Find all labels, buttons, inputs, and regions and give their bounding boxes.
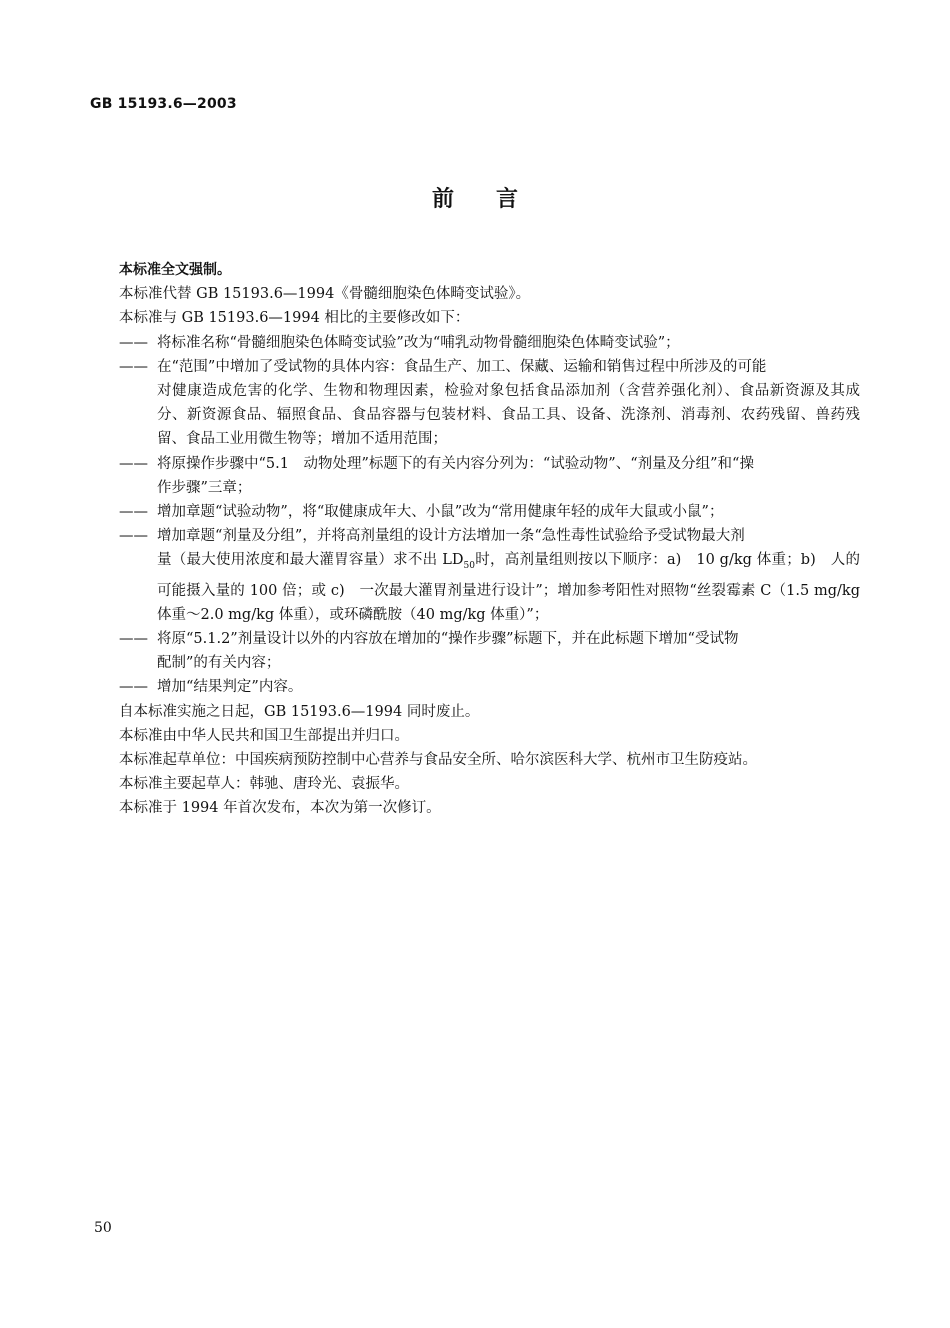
paragraph-replaces: 本标准代替 GB 15193.6—1994《骨髓细胞染色体畸变试验》。 [119, 286, 531, 303]
change-item-1 [90, 331, 860, 355]
paragraph-abolished: 自本标准实施之日起，GB 15193.6—1994 同时废止。 [119, 703, 480, 720]
change-text: 将原操作步骤中“5.1 动物处理”标题下的有关内容分列为：“试验动物”、“剂量及分组”和“操 [157, 455, 754, 472]
header-rule [90, 118, 860, 119]
change-text-continued: 对健康造成危害的化学、生物和物理因素，检验对象包括食品添加剂（含营养强化剂）、食品新资源及其成分、新资源食品、辐照食品、食品容器与包装材料、食品工具、设备、洗涤剂、消毒剂、农药残留、兽药残留、食品工业用微生物等；增加不适用范围； [157, 383, 860, 448]
change-text-part: 量（最大使用浓度和最大灌胃容量）求不出 LD [157, 552, 464, 569]
change-text-continued: 作步骤”三章； [157, 479, 252, 496]
change-text-continued [119, 548, 860, 627]
page-number: 50 [94, 1220, 112, 1236]
change-item-4 [90, 500, 860, 524]
standard-number: GB 15193.6—2003 [90, 96, 237, 112]
dash-marker: —— [119, 334, 148, 351]
change-text: 将原“5.1.2”剂量设计以外的内容放在增加的“操作步骤”标题下，并在此标题下增加“受试物 [157, 630, 739, 647]
change-item-2 [90, 355, 860, 452]
change-item-5 [90, 524, 860, 627]
change-text: 将标准名称“骨髓细胞染色体畸变试验”改为“哺乳动物骨髓细胞染色体畸变试验”； [157, 334, 680, 351]
change-text: 增加章题“剂量及分组”，并将高剂量组的设计方法增加一条“急性毒性试验给予受试物最大剂 [157, 528, 745, 545]
foreword-body [90, 258, 860, 821]
dash-marker: —— [119, 679, 148, 696]
paragraph-history: 本标准于 1994 年首次发布，本次为第一次修订。 [119, 800, 441, 817]
change-text: 在“范围”中增加了受试物的具体内容：食品生产、加工、保藏、运输和销售过程中所涉及的可能 [157, 358, 767, 375]
paragraph-changes-intro: 本标准与 GB 15193.6—1994 相比的主要修改如下： [119, 310, 470, 327]
page-title: 前言 [431, 187, 560, 212]
change-text: 增加“结果判定”内容。 [157, 679, 303, 696]
paragraph-drafters: 本标准主要起草人：韩驰、唐玲光、袁振华。 [119, 776, 409, 793]
change-item-7 [90, 675, 860, 699]
change-text: 增加章题“试验动物”，将“取健康成年大、小鼠”改为“常用健康年轻的成年大鼠或小鼠”； [157, 504, 724, 521]
dash-marker: —— [119, 504, 148, 521]
dash-marker: —— [119, 455, 148, 472]
change-text-part: 时，高剂量组则按以下顺序：a) 10 g/kg 体重；b) 人的可能摄入量的 100 倍；或 c) 一次最大灌胃剂量进行设计”；增加参考阳性对照物“丝裂霉素 C（1.5 mg/kg 体重～2.0 mg/kg 体重），或环磷酰胺（40 mg/kg 体重）”； [157, 552, 860, 623]
dash-marker: —— [119, 630, 148, 647]
paragraph-mandatory: 本标准全文强制。 [119, 262, 231, 278]
paragraph-proposed-by: 本标准由中华人民共和国卫生部提出并归口。 [119, 727, 409, 744]
change-text-continued: 配制”的有关内容； [157, 655, 281, 672]
change-item-3 [90, 452, 860, 500]
change-item-6 [90, 627, 860, 675]
dash-marker: —— [119, 528, 148, 545]
dash-marker: —— [119, 358, 148, 375]
paragraph-drafting-units: 本标准起草单位：中国疾病预防控制中心营养与食品安全所、哈尔滨医科大学、杭州市卫生防疫站。 [119, 751, 757, 768]
ld50-subscript: 50 [463, 561, 475, 572]
